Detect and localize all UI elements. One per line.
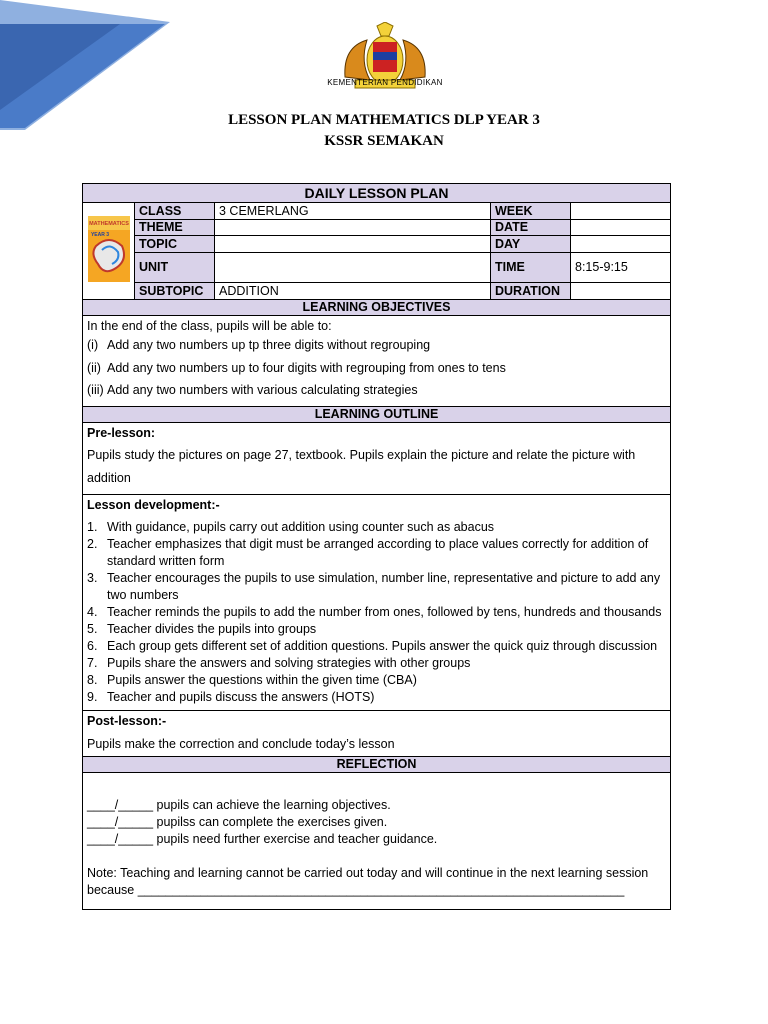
development-step-number: 5. [87, 621, 98, 636]
development-step-text: Pupils share the answers and solving strategies with other groups [107, 655, 471, 670]
objective-number: (i) [87, 338, 99, 352]
pre-lesson-label: Pre-lesson: [87, 425, 156, 440]
objective-item [87, 379, 666, 402]
development-step-number: 7. [87, 655, 98, 670]
objective-text: Add any two numbers with various calculating strategies [107, 383, 418, 397]
development-step [87, 570, 666, 604]
development-step-number: 4. [87, 604, 98, 619]
reflection-section [83, 772, 671, 909]
week-label: WEEK [491, 203, 571, 220]
document-title: LESSON PLAN MATHEMATICS DLP YEAR 3 [228, 112, 540, 128]
subtopic-value: ADDITION [215, 283, 491, 300]
objective-item [87, 334, 666, 357]
objective-item [87, 357, 666, 380]
objective-text: Add any two numbers up to four digits with regrouping from ones to tens [107, 360, 506, 375]
development-step [87, 638, 666, 655]
pre-lesson-text: Pupils study the pictures on page 27, textbook. Pupils explain the picture and relate the picture with addition [87, 447, 636, 485]
reflection-note: Note: Teaching and learning cannot be carried out today and will continue in the next learning session because ______________________________________________________________________ [87, 865, 649, 897]
class-value: 3 CEMERLANG [215, 203, 491, 220]
day-label: DAY [491, 236, 571, 253]
reflection-heading: REFLECTION [83, 756, 671, 772]
class-label: CLASS [135, 203, 215, 220]
reflection-line-objectives: ____/_____ pupils can achieve the learning objectives. [87, 797, 391, 812]
objective-number: (ii) [87, 360, 101, 375]
post-lesson-text: Pupils make the correction and conclude today’s lesson [87, 736, 395, 751]
duration-value [571, 283, 671, 300]
corner-decoration [0, 0, 170, 130]
objectives-heading: LEARNING OBJECTIVES [83, 300, 671, 316]
date-value [571, 220, 671, 236]
book-year-text: YEAR 3 [90, 232, 109, 238]
lesson-development-section [83, 494, 671, 710]
duration-label: DURATION [491, 283, 571, 300]
outline-heading: LEARNING OUTLINE [83, 406, 671, 422]
development-step-number: 2. [87, 536, 98, 551]
lesson-development-list [87, 519, 666, 706]
ministry-name: KEMENTERIAN PENDIDIKAN [327, 78, 443, 87]
time-label: TIME [491, 253, 571, 283]
development-step-text: Teacher divides the pupils into groups [107, 621, 317, 636]
development-step [87, 655, 666, 672]
post-lesson-section [83, 710, 671, 756]
post-lesson-label: Post-lesson:- [87, 713, 167, 728]
development-step [87, 689, 666, 706]
subtopic-label: SUBTOPIC [135, 283, 215, 300]
development-step [87, 604, 666, 621]
development-step [87, 519, 666, 536]
week-value [571, 203, 671, 220]
development-step-text: Pupils answer the questions within the given time (CBA) [107, 672, 417, 687]
time-value: 8:15-9:15 [571, 253, 671, 283]
book-title-text: MATHEMATICS [88, 221, 129, 227]
mathematics-textbook-icon [88, 216, 130, 282]
development-step-text: Teacher emphasizes that digit must be arranged according to place values correctly for addition of standard written form [107, 536, 649, 568]
pre-lesson-section [83, 422, 671, 494]
reflection-line-exercises: ____/_____ pupilss can complete the exercises given. [87, 814, 388, 829]
document-subtitle: KSSR SEMAKAN [324, 133, 444, 149]
development-step-number: 3. [87, 570, 98, 585]
date-label: DATE [491, 220, 571, 236]
daily-lesson-plan-table [82, 183, 671, 910]
development-step-text: Teacher and pupils discuss the answers (HOTS) [107, 689, 375, 704]
objectives-intro: In the end of the class, pupils will be able to: [87, 319, 332, 333]
objectives-list [87, 334, 666, 402]
unit-label: UNIT [135, 253, 215, 283]
objectives-section [83, 316, 671, 407]
development-step [87, 672, 666, 689]
development-step [87, 536, 666, 570]
day-value [571, 236, 671, 253]
development-step-text: Teacher encourages the pupils to use simulation, number line, representative and picture to add any two numbers [107, 570, 661, 602]
theme-value [215, 220, 491, 236]
development-step-text: With guidance, pupils carry out addition using counter such as abacus [107, 519, 495, 534]
development-step-number: 9. [87, 689, 98, 704]
reflection-line-guidance: ____/_____ pupils need further exercise and teacher guidance. [87, 831, 438, 846]
objective-number: (iii) [87, 383, 104, 397]
objective-text: Add any two numbers up tp three digits without regrouping [107, 338, 431, 352]
theme-label: THEME [135, 220, 215, 236]
lesson-development-label: Lesson development:- [87, 497, 220, 512]
development-step-text: Each group gets different set of addition questions. Pupils answer the quick quiz through discussion [107, 638, 658, 653]
plan-heading: DAILY LESSON PLAN [83, 184, 671, 203]
unit-value [215, 253, 491, 283]
development-step-number: 1. [87, 519, 98, 534]
development-step-number: 8. [87, 672, 98, 687]
development-step-number: 6. [87, 638, 98, 653]
topic-label: TOPIC [135, 236, 215, 253]
development-step-text: Teacher reminds the pupils to add the number from ones, followed by tens, hundreds and thousands [107, 604, 662, 619]
textbook-cover-image [83, 203, 135, 300]
topic-value [215, 236, 491, 253]
development-step [87, 621, 666, 638]
